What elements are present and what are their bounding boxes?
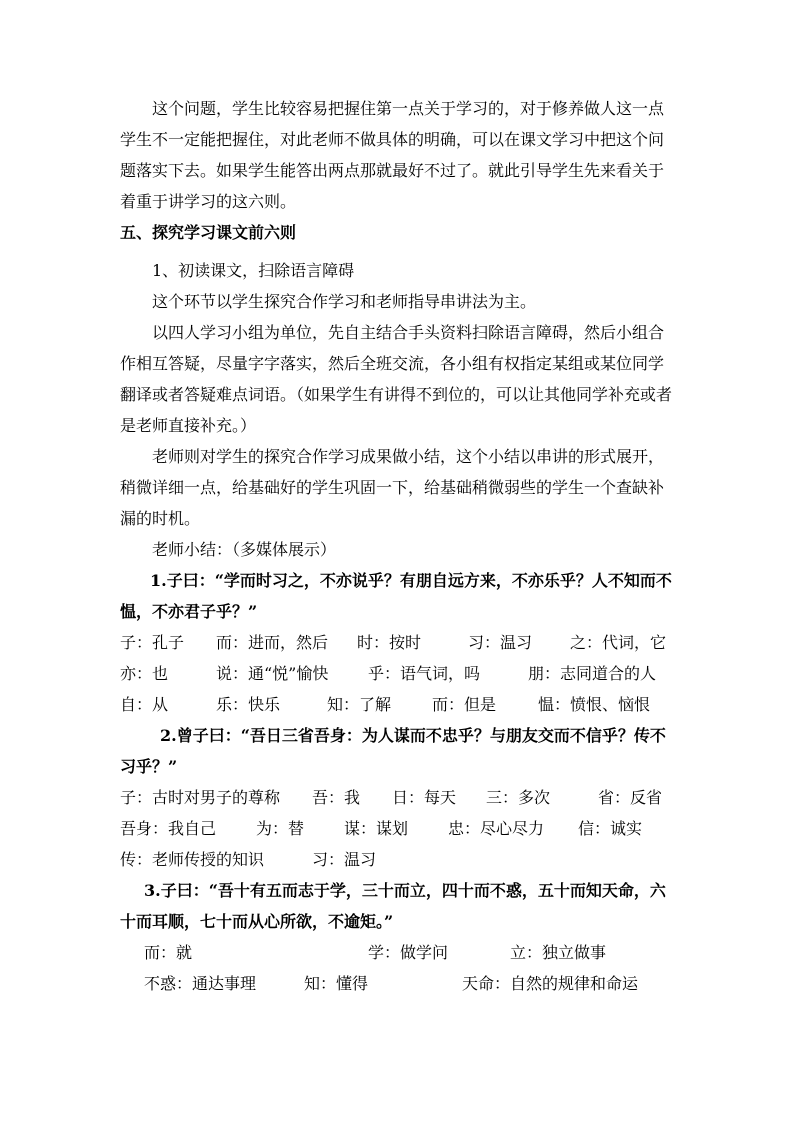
gloss-item: 亦：也 bbox=[120, 664, 169, 683]
gloss-item: 而：但是 bbox=[432, 695, 497, 714]
gloss-item: 省：反省 bbox=[598, 788, 663, 807]
paragraph-intro: 这个问题，学生比较容易把握住第一点关于学习的，对于修养做人这一点学生不一定能把握住，对此老师不做具体的明确，可以在课文学习中把这个问题落实下去。如果学生能答出两点那就最好不过了。就此引导学生先来看关于着重于讲学习的这六则。 bbox=[120, 99, 665, 211]
gloss-item: 天命：自然的规律和命运 bbox=[462, 974, 639, 993]
quote-3: 3.子曰：“吾十有五而志于学，三十而立，四十而不惑，五十而知天命，六十而耳顺，七十而从心所欲，不逾矩。” bbox=[120, 881, 666, 931]
gloss-item: 愠：愤恨、恼恨 bbox=[538, 695, 651, 714]
gloss-item: 而：就 bbox=[144, 943, 193, 962]
paragraph-group-work: 以四人学习小组为单位，先自主结合手头资料扫除语言障碍，然后小组合作相互答疑，尽量字字落实，然后全班交流，各小组有权指定某组或某位同学翻译或者答疑难点词语。（如果学生有讲得不到位的，可以让其他同学补充或者是老师直接补充。） bbox=[120, 323, 673, 435]
paragraph-teacher-summary: 老师小结：（多媒体展示） bbox=[152, 540, 337, 559]
gloss-item: 自：从 bbox=[120, 695, 169, 714]
gloss-item: 子：孔子 bbox=[120, 633, 185, 652]
gloss-item: 吾身：我自己 bbox=[120, 819, 217, 838]
gloss-item: 而：进而，然后 bbox=[216, 633, 329, 652]
paragraph-summary: 老师则对学生的探究合作学习成果做小结，这个小结以串讲的形式展开，稍微详细一点，给基础好的学生巩固一下，给基础稍微弱些的学生一个查缺补漏的时机。 bbox=[120, 447, 665, 528]
gloss-item: 三：多次 bbox=[486, 788, 551, 807]
subheading-step-1: 1、初读课文，扫除语言障碍 bbox=[152, 261, 355, 280]
gloss-item: 日：每天 bbox=[392, 788, 457, 807]
gloss-item: 不惑：通达事理 bbox=[144, 974, 257, 993]
gloss-item: 吾：我 bbox=[312, 788, 361, 807]
gloss-item: 乎：语气词，吗 bbox=[368, 664, 481, 683]
gloss-item: 立：独立做事 bbox=[510, 943, 607, 962]
gloss-item: 习：温习 bbox=[312, 850, 377, 869]
gloss-item: 谋：谋划 bbox=[344, 819, 409, 838]
gloss-item: 习：温习 bbox=[468, 633, 533, 652]
gloss-item: 说：通“悦”愉快 bbox=[216, 664, 329, 683]
gloss-item: 朋：志同道合的人 bbox=[528, 664, 657, 683]
gloss-item: 子：古时对男子的尊称 bbox=[120, 788, 281, 807]
gloss-item: 知：了解 bbox=[327, 695, 392, 714]
gloss-item: 传：老师传授的知识 bbox=[120, 850, 265, 869]
gloss-item: 之：代词，它 bbox=[570, 633, 667, 652]
gloss-item: 为：替 bbox=[256, 819, 305, 838]
quote-2: 2.曾子曰：“吾日三省吾身：为人谋而不忠乎？与朋友交而不信乎？传不习乎？” bbox=[120, 726, 666, 776]
gloss-item: 知：懂得 bbox=[304, 974, 369, 993]
gloss-item: 乐：快乐 bbox=[216, 695, 281, 714]
gloss-item: 忠：尽心尽力 bbox=[448, 819, 545, 838]
gloss-item: 信：诚实 bbox=[578, 819, 643, 838]
gloss-item: 时：按时 bbox=[357, 633, 422, 652]
paragraph-method: 这个环节以学生探究合作学习和老师指导串讲法为主。 bbox=[152, 292, 537, 311]
quote-1: 1.子曰：“学而时习之，不亦说乎？有朋自远方来，不亦乐乎？人不知而不愠，不亦君子乎？” bbox=[120, 571, 672, 621]
gloss-item: 学：做学问 bbox=[368, 943, 449, 962]
section-heading: 五、探究学习课文前六则 bbox=[120, 223, 297, 242]
